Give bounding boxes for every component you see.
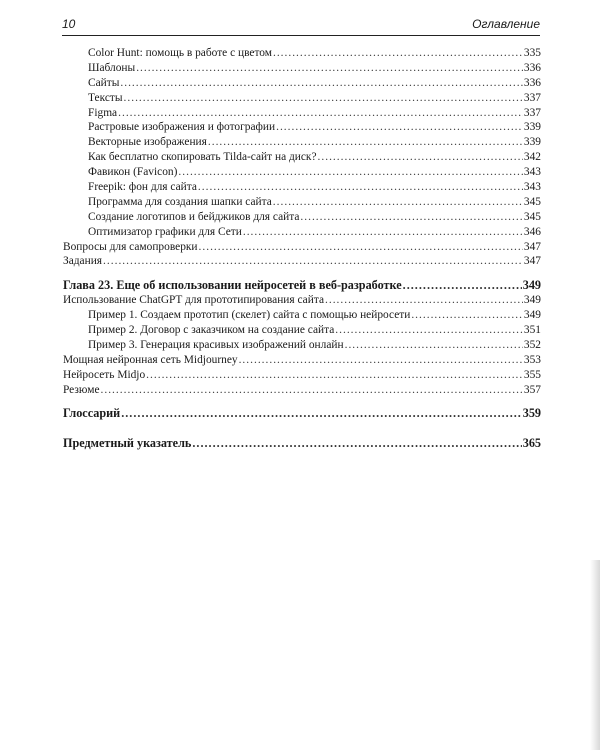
toc-section-midjo: Нейросеть Midjo ..... 355 <box>63 368 541 383</box>
toc-entry: Color Hunt: помощь в работе с цветом ..... 335 <box>63 46 541 61</box>
toc-section-midjourney: Мощная нейронная сеть Midjourney ..... 353 <box>63 353 541 368</box>
toc-entry: Фавикон (Favicon) ..... 343 <box>63 165 541 180</box>
toc-glossary: Глоссарий ..... 359 <box>63 405 541 421</box>
scan-edge-shadow <box>590 560 600 750</box>
toc-entry: Оптимизатор графики для Сети ..... 346 <box>63 225 541 240</box>
toc-subject-index: Предметный указатель ..... 365 <box>63 435 541 451</box>
toc-entry: Создание логотипов и бейджиков для сайта ..... 345 <box>63 210 541 225</box>
toc-entry: Пример 3. Генерация красивых изображений онлайн ..... 352 <box>63 338 541 353</box>
toc-entry: Figma ..... 337 <box>63 106 541 121</box>
toc-entry: Растровые изображения и фотографии ..... 339 <box>63 120 541 135</box>
toc-entry: Шаблоны ..... 336 <box>63 61 541 76</box>
section-title: Оглавление <box>472 17 540 31</box>
toc-entry: Тексты ..... 337 <box>63 91 541 106</box>
toc-entry-tasks: Задания ..... 347 <box>63 254 541 269</box>
running-header <box>62 15 540 36</box>
table-of-contents <box>63 46 541 451</box>
page-number: 10 <box>62 17 76 31</box>
toc-entry-review-questions: Вопросы для самопроверки ..... 347 <box>63 240 541 255</box>
toc-entry: Сайты ..... 336 <box>63 76 541 91</box>
toc-entry: Векторные изображения ..... 339 <box>63 135 541 150</box>
toc-entry: Пример 1. Создаем прототип (скелет) сайта с помощью нейросети ..... 349 <box>63 308 541 323</box>
toc-entry: Программа для создания шапки сайта ..... 345 <box>63 195 541 210</box>
toc-entry: Как бесплатно скопировать Tilda-сайт на диск? ..... 342 <box>63 150 541 165</box>
toc-section-summary: Резюме ..... 357 <box>63 383 541 398</box>
toc-section-chatgpt: Использование ChatGPT для прототипирования сайта ..... 349 <box>63 293 541 308</box>
toc-chapter-23: Глава 23. Еще об использовании нейросетей в веб-разработке ..... 349 <box>63 278 541 293</box>
toc-entry: Пример 2. Договор с заказчиком на создание сайта ..... 351 <box>63 323 541 338</box>
toc-entry: Freepik: фон для сайта ..... 343 <box>63 180 541 195</box>
